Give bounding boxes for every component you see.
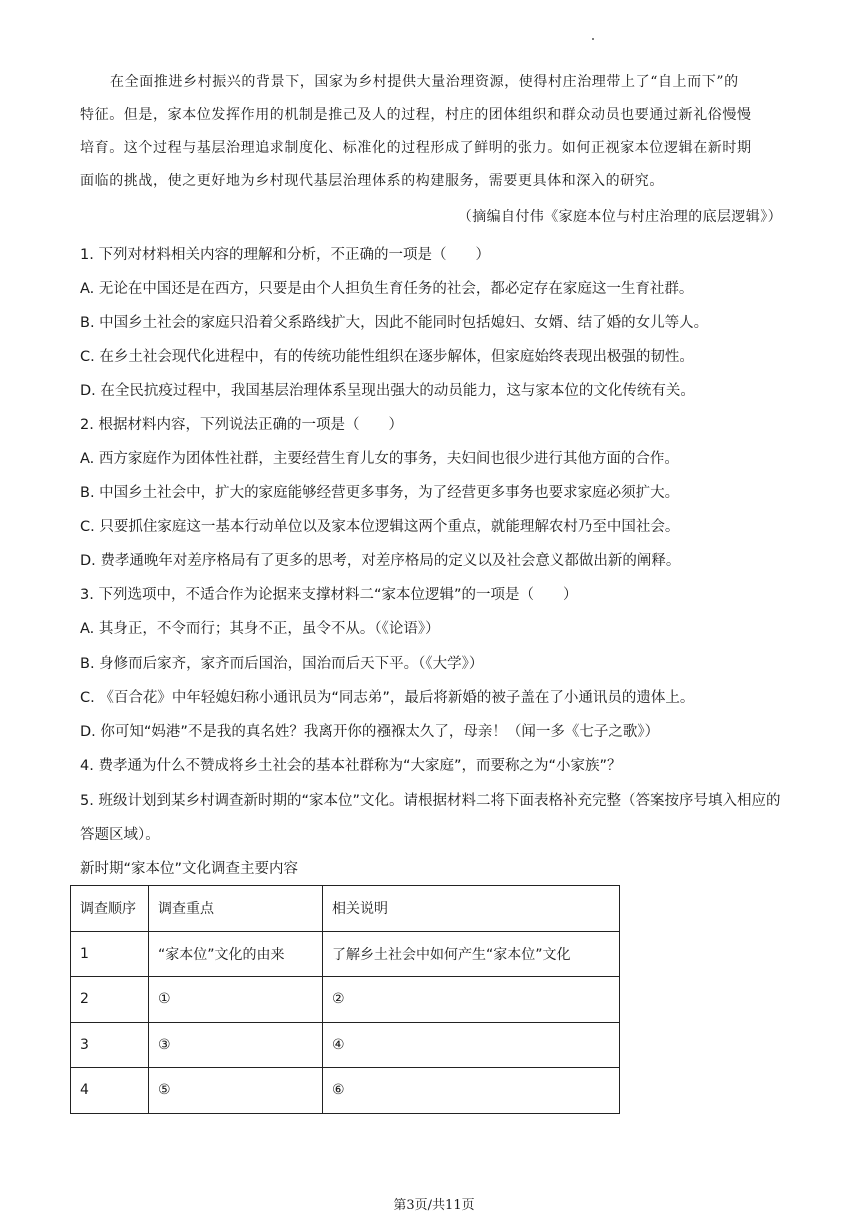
question-1-option-d: D. 在全民抗疫过程中，我国基层治理体系呈现出强大的动员能力，这与家本位的文化传统有关。 <box>80 383 695 399</box>
table-row <box>71 1068 620 1114</box>
question-4: 4. 费孝通为什么不赞成将乡土社会的基本社群称为“大家庭”，而要称之为“小家族”？ <box>80 758 622 774</box>
table-title: 新时期“家本位”文化调查主要内容 <box>80 861 299 877</box>
question-3-option-b: B. 身修而后家齐，家齐而后国治，国治而后天下平。（《大学》） <box>80 656 484 672</box>
stray-dot <box>592 38 594 40</box>
question-3-option-a: A. 其身正，不令而行；其身不正，虽令不从。（《论语》） <box>80 621 440 637</box>
question-1: 1. 下列对材料相关内容的理解和分析，不正确的一项是（ ） <box>80 247 490 263</box>
table-cell: ⑥ <box>323 1068 620 1114</box>
table-cell: 1 <box>71 931 149 977</box>
question-1-option-a: A. 无论在中国还是在西方，只要是由个人担负生育任务的社会，都必定存在家庭这一生育社群。 <box>80 281 694 297</box>
table-header-cell: 调查顺序 <box>71 886 149 932</box>
table-row <box>71 931 620 977</box>
question-3-option-c: C. 《百合花》中年轻媳妇称小通讯员为“同志弟”，最后将新婚的被子盖在了小通讯员的遗体上。 <box>80 690 695 706</box>
table-header-cell: 调查重点 <box>149 886 323 932</box>
passage-line-3: 培育。这个过程与基层治理追求制度化、标准化的过程形成了鲜明的张力。如何正视家本位逻辑在新时期 <box>80 140 752 156</box>
page-number: 第3页/共11页 <box>393 1198 475 1213</box>
table-cell: ② <box>323 977 620 1023</box>
table-cell: ⑤ <box>149 1068 323 1114</box>
table-cell: 4 <box>71 1068 149 1114</box>
passage-paragraph <box>80 66 786 198</box>
question-2-option-d: D. 费孝通晚年对差序格局有了更多的思考，对差序格局的定义以及社会意义都做出新的阐释。 <box>80 553 681 569</box>
table-row <box>71 1022 620 1068</box>
table-cell: ① <box>149 977 323 1023</box>
question-2-option-b: B. 中国乡土社会中，扩大的家庭能够经营更多事务，为了经营更多事务也要求家庭必须扩大。 <box>80 485 680 501</box>
table-header-row <box>71 886 620 932</box>
table-cell: ④ <box>323 1022 620 1068</box>
table-header-cell: 相关说明 <box>323 886 620 932</box>
table-row <box>71 977 620 1023</box>
passage-line-4: 面临的挑战，使之更好地为乡村现代基层治理体系的构建服务，需要更具体和深入的研究。 <box>80 173 664 189</box>
question-2-option-c: C. 只要抓住家庭这一基本行动单位以及家本位逻辑这两个重点，就能理解农村乃至中国社会。 <box>80 519 680 535</box>
question-1-option-c: C. 在乡土社会现代化进程中，有的传统功能性组织在逐步解体，但家庭始终表现出极强的韧性。 <box>80 349 694 365</box>
passage-line-1: 在全面推进乡村振兴的背景下，国家为乡村提供大量治理资源，使得村庄治理带上了“自上而下”的 <box>110 74 739 90</box>
table-cell: 2 <box>71 977 149 1023</box>
passage-source: （摘编自付伟《家庭本位与村庄治理的底层逻辑》） <box>457 209 782 225</box>
question-2-option-a: A. 西方家庭作为团体性社群，主要经营生育儿女的事务，夫妇间也很少进行其他方面的合作。 <box>80 451 679 467</box>
table-cell: 3 <box>71 1022 149 1068</box>
question-3: 3. 下列选项中，不适合作为论据来支撑材料二“家本位逻辑”的一项是（ ） <box>80 587 578 603</box>
question-2: 2. 根据材料内容，下列说法正确的一项是（ ） <box>80 417 403 433</box>
question-5: 5. 班级计划到某乡村调查新时期的“家本位”文化。请根据材料二将下面表格补充完整（答案按序号填入相应的答题区域）。 <box>80 793 781 843</box>
question-3-option-d: D. 你可知“妈港”不是我的真名姓？我离开你的襁褓太久了，母亲！（闻一多《七子之歌》） <box>80 724 660 740</box>
table-cell: 了解乡土社会中如何产生“家本位”文化 <box>323 931 620 977</box>
question-1-option-b: B. 中国乡土社会的家庭只沿着父系路线扩大，因此不能同时包括媳妇、女婿、结了婚的女儿等人。 <box>80 315 709 331</box>
table-cell: “家本位”文化的由来 <box>149 931 323 977</box>
survey-table <box>70 885 620 1114</box>
table-cell: ③ <box>149 1022 323 1068</box>
passage-line-2: 特征。但是，家本位发挥作用的机制是推己及人的过程，村庄的团体组织和群众动员也要通过新礼俗慢慢 <box>80 107 752 123</box>
